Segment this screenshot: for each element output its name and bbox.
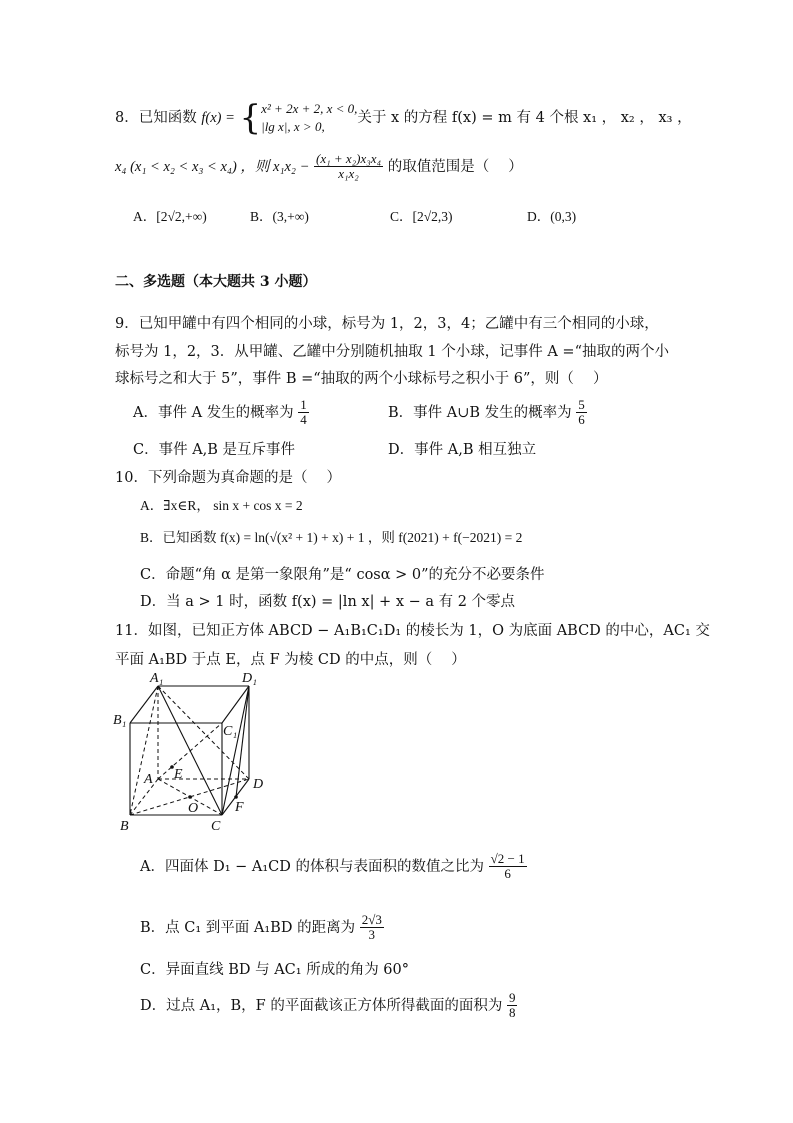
label-b1: B₁ (113, 713, 127, 728)
label-d: D (253, 777, 264, 792)
q11-option-a (140, 852, 527, 882)
q11-line-2: 平面 A₁BD 于点 E，点 F 为棱 CD 的中点，则（ ） (115, 652, 466, 668)
q8-option-c: C．[2√2,3) (390, 209, 453, 224)
q9-option-a-text: A．事件 A 发生的概率为 (133, 404, 294, 421)
label-o: O (188, 801, 199, 816)
q8-option-b: B．(3,+∞) (250, 209, 309, 224)
q11-b-num: 2√3 (361, 912, 382, 927)
q9-line-3: 球标号之和大于 5”，事件 B =“抽取的两个小球标号之积小于 6”，则（ ） (115, 371, 608, 387)
q11-line-1: 11．如图，已知正方体 ABCD − A₁B₁C₁D₁ 的棱长为 1，O 为底面 ABCD 的中心，AC₁ 交 (115, 623, 710, 639)
question-8-line2 (115, 152, 523, 182)
q8-case-2: |lg x|, x > 0, (261, 119, 325, 134)
label-f: F (235, 800, 244, 815)
q9-option-a-fraction (298, 398, 309, 428)
q9-option-b-fraction (576, 398, 587, 428)
q10-option-b: B．已知函数 f(x) = ln(√(x² + 1) + x) + 1 ，则 f(2021) + f(−2021) = 2 (140, 530, 523, 545)
q11-b-den: 3 (368, 927, 375, 943)
label-c1: C₁ (223, 724, 238, 739)
q8-fraction-den: x₁x₂ (338, 166, 359, 182)
q9-line-2: 标号为 1，2，3．从甲罐、乙罐中分别随机抽取 1 个小球，记事件 A =“抽取的两个小 (115, 344, 669, 360)
q11-option-a-fraction (489, 852, 527, 882)
q11-option-b-fraction (360, 913, 384, 943)
q9-option-c: C．事件 A,B 是互斥事件 (133, 442, 296, 458)
q8-brace: { (239, 98, 262, 138)
q8-equation-text: 关于 x 的方程 f(x) = m 有 4 个根 x₁ ， x₂ ， x₃ ， (357, 110, 692, 126)
q11-a-num: √2 − 1 (490, 851, 525, 866)
q9-a-num: 1 (300, 397, 307, 412)
q9-a-den: 4 (300, 412, 307, 428)
q8-option-a: A．[2√2,+∞) (133, 209, 207, 224)
label-e: E (174, 767, 183, 782)
q11-option-c: C．异面直线 BD 与 AC₁ 所成的角为 60° (140, 962, 409, 978)
edge-a1-b1 (130, 686, 158, 723)
q8-intro: 已知函数 (138, 110, 197, 126)
q9-option-a (133, 398, 309, 428)
point-f (234, 795, 238, 799)
q10-option-a: A．∃x∈R， sin x + cos x = 2 (140, 498, 303, 513)
label-a1: A₁ (150, 672, 164, 686)
q11-option-b (140, 913, 384, 943)
label-a: A (144, 772, 153, 787)
label-c: C (211, 819, 221, 834)
q8-fraction-num: (x₁ + x₂)x₃x₄ (316, 151, 382, 166)
label-d1: D₁ (242, 672, 257, 686)
q10-stem: 10．下列命题为真命题的是（ ） (115, 470, 342, 486)
diag-d1-f (236, 686, 249, 797)
q9-line-1: 9．已知甲罐中有四个相同的小球，标号为 1，2，3，4；乙罐中有三个相同的小球， (115, 316, 659, 332)
q8-function-name: f(x) = (201, 110, 235, 126)
q8-expression: x₄ (x₁ < x₂ < x₃ < x₄) ，则 x₁x₂ − (115, 158, 310, 175)
diag-a-c1 (158, 723, 222, 779)
q9-b-num: 5 (578, 397, 585, 412)
q9-option-d: D．事件 A,B 相互独立 (388, 442, 537, 458)
q9-option-b-text: B．事件 A∪B 发生的概率为 (388, 404, 572, 421)
q8-fraction (314, 152, 383, 182)
section-heading-multi-choice: 二、多选题（本大题共 3 小题） (115, 274, 317, 290)
q11-d-num: 9 (508, 990, 516, 1005)
cube-figure (110, 672, 280, 837)
q11-option-d-fraction (507, 991, 518, 1021)
q11-option-d (140, 991, 517, 1021)
q8-piecewise (261, 100, 357, 136)
q11-a-den: 6 (504, 866, 511, 882)
label-b: B (120, 819, 129, 834)
q8-range-text: 的取值范围是（ ） (387, 158, 523, 175)
q10-option-c: C．命题“角 α 是第一象限角”是“ cosα > 0”的充分不必要条件 (140, 567, 545, 583)
q8-case-1: x² + 2x + 2, x < 0, (261, 101, 358, 116)
q11-d-den: 8 (508, 1005, 516, 1021)
question-8-line1 (115, 100, 692, 136)
q9-b-den: 6 (578, 412, 585, 428)
q11-option-b-text: B．点 C₁ 到平面 A₁BD 的距离为 (140, 919, 356, 936)
q11-option-a-text: A．四面体 D₁ − A₁CD 的体积与表面积的数值之比为 (140, 858, 484, 875)
q8-number: 8． (115, 110, 139, 126)
q11-option-d-text: D．过点 A₁，B，F 的平面截该正方体所得截面的面积为 (140, 997, 503, 1014)
q9-option-b (388, 398, 587, 428)
point-o (188, 795, 192, 799)
q10-option-d: D．当 a > 1 时，函数 f(x) = |ln x| + x − a 有 2 个零点 (140, 594, 516, 610)
q8-option-d: D．(0,3) (527, 209, 577, 224)
